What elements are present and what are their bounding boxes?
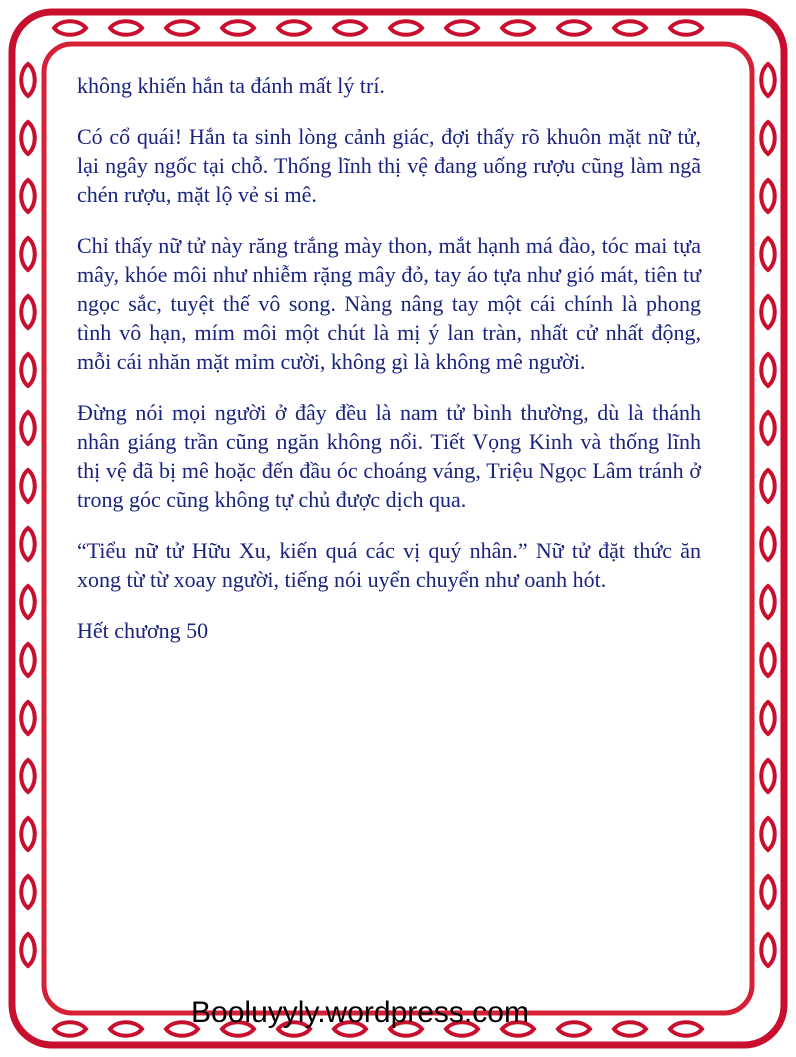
footer-site-url: Booluyyly.wordpress.com <box>191 996 529 1029</box>
paragraph-2: Có cổ quái! Hắn ta sinh lòng cảnh giác, đợi thấy rõ khuôn mặt nữ tử, lại ngây ngốc tại chỗ. Thống lĩnh thị vệ đang uống rượu cũng làm ngã chén rượu, mặt lộ vẻ si mê. <box>77 124 701 207</box>
footer-watermark <box>0 993 796 1033</box>
ornament-leaf <box>110 21 142 35</box>
ornament-leaf <box>278 21 310 35</box>
ornament-leaf <box>21 586 35 618</box>
ornament-leaf <box>761 180 775 212</box>
ornament-leaf <box>222 21 254 35</box>
ornament-leaf <box>761 586 775 618</box>
ornament-leaf <box>21 644 35 676</box>
ornament-leaf <box>761 760 775 792</box>
paragraph-1: không khiến hắn ta đánh mất lý trí. <box>77 73 385 98</box>
ornament-leaf <box>761 122 775 154</box>
ornament-leaf <box>21 876 35 908</box>
ornament-leaf <box>334 21 366 35</box>
ornament-leaf <box>390 21 422 35</box>
ornament-leaf <box>761 702 775 734</box>
ornament-leaf <box>21 296 35 328</box>
ornament-leaf <box>21 934 35 966</box>
ornament-leaf <box>166 21 198 35</box>
ornament-leaf <box>54 21 86 35</box>
ornament-leaf <box>761 528 775 560</box>
ornament-leaf <box>761 470 775 502</box>
ornament-leaf <box>21 702 35 734</box>
ornament-leaf <box>446 21 478 35</box>
story-text <box>77 71 701 667</box>
ornament-leaf <box>761 876 775 908</box>
ornament-leaf <box>761 354 775 386</box>
ornament-leaf <box>761 412 775 444</box>
ornament-leaf <box>21 354 35 386</box>
ornament-leaf <box>21 64 35 96</box>
ornament-leaf <box>21 470 35 502</box>
ornament-leaf <box>21 180 35 212</box>
ornament-leaf <box>761 934 775 966</box>
ornament-leaf <box>558 21 590 35</box>
ornament-leaf <box>21 528 35 560</box>
ornament-leaf <box>502 21 534 35</box>
ornament-leaf <box>21 818 35 850</box>
ornament-leaf <box>614 21 646 35</box>
ornament-leaf <box>21 760 35 792</box>
ornament-leaf <box>761 818 775 850</box>
paragraph-5: “Tiểu nữ tử Hữu Xu, kiến quá các vị quý nhân.” Nữ tử đặt thức ăn xong từ từ xoay người, tiếng nói uyển chuyển như oanh hót. <box>77 538 701 592</box>
ornament-leaf <box>761 238 775 270</box>
ornament-leaf <box>21 122 35 154</box>
ornament-leaf <box>761 64 775 96</box>
ornament-leaf <box>761 296 775 328</box>
paragraph-4: Đừng nói mọi người ở đây đều là nam tử bình thường, dù là thánh nhân giáng trần cũng ngăn không nổi. Tiết Vọng Kinh và thống lĩnh thị vệ đã bị mê hoặc đến đầu óc choáng váng, Triệu Ngọc Lâm tránh ở trong góc cũng không tự chủ được dịch qua. <box>77 400 701 512</box>
paragraph-3: Chỉ thấy nữ tử này răng trắng mày thon, mắt hạnh má đào, tóc mai tựa mây, khóe môi như nhiễm rặng mây đỏ, tay áo tựa như gió mát, tiên tư ngọc sắc, tuyệt thế vô song. Nàng nâng tay một cái chính là phong tình vô hạn, mím môi một chút là mị ý lan tràn, nhất cử nhất động, mỗi cái nhăn mặt mỉm cười, không gì là không mê người. <box>77 233 701 374</box>
ornament-leaf <box>21 238 35 270</box>
chapter-end-label: Hết chương 50 <box>77 618 209 643</box>
ornament-leaf <box>761 644 775 676</box>
ornament-leaf <box>21 412 35 444</box>
ornament-leaf <box>670 21 702 35</box>
